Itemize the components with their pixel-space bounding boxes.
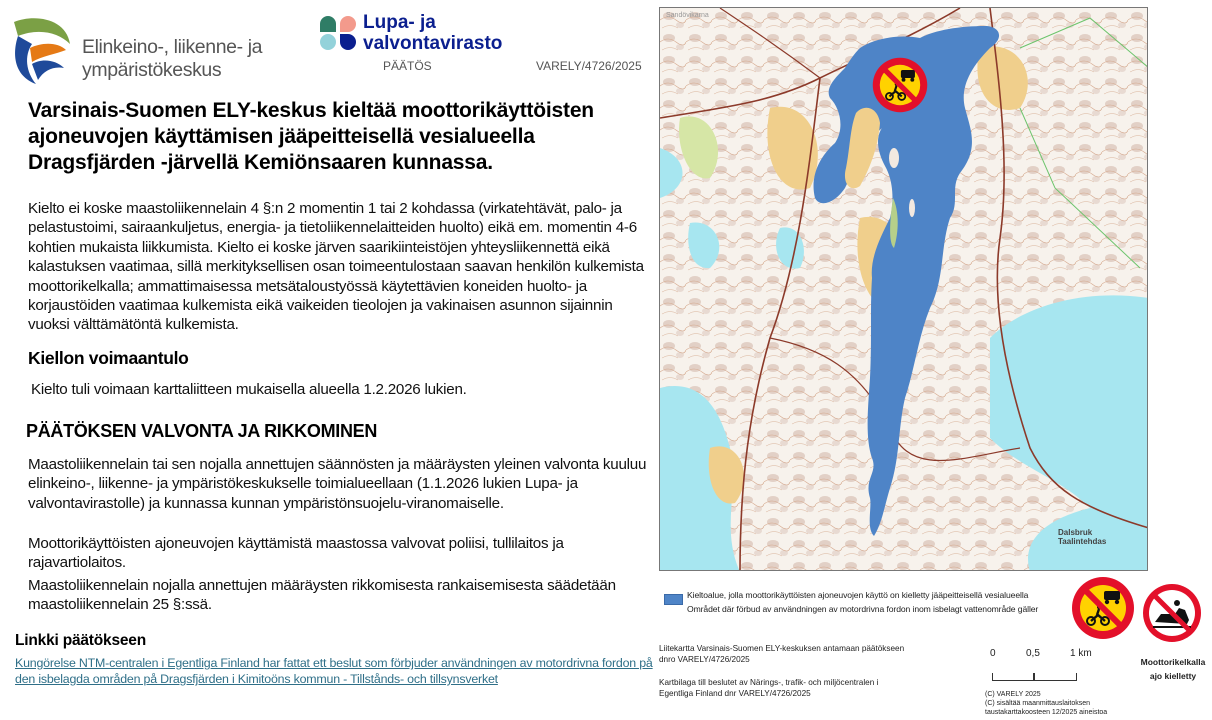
scale-bar xyxy=(990,648,1095,684)
map-caption-sv xyxy=(659,677,949,699)
ely-name-line1: Elinkeino-, liikenne- ja xyxy=(82,36,263,58)
scale-label: 0,5 xyxy=(1026,648,1040,659)
map-corner-label: Sandövikarna xyxy=(666,12,709,19)
caption-sv-line2: Egentliga Finland dnr VARELY/4726/2025 xyxy=(659,689,811,698)
caption-fi-line1: Liitekartta Varsinais-Suomen ELY-keskuksen antamaan päätökseen xyxy=(659,644,905,653)
no-snowmobile-sign-icon xyxy=(1141,582,1203,644)
map-copyright xyxy=(985,690,1107,717)
lvv-name-line2: valvontavirasto xyxy=(363,33,503,54)
place-label-dalsbruk xyxy=(1058,528,1106,546)
exemptions-paragraph: Kielto ei koske maastoliikennelain 4 §:n 2 momentin 1 tai 2 kohdassa (virkatehtävät, palo- ja pelastustoimi, sairaankuljetus, energia- ja tietoliikennelaitteiden huolto) eikä em. momentin 4-6 kohtien mukaista liikkumista. Kielto ei koske järven saarikiinteistöjen yhteysliikennettä eikä kalastuksen vaatimaa, sillä merkityksellisen osan toimeentulostaan saavan henkilön kulkemista moottorikelkalla; ammattimaisessa metsätaloustyössä käytettävien koneiden huolto- ja korjaustöiden vaatimaa kulkemista eikä vaikeiden tieolojen ja vakinaisen asunnon sijainnin vuoksi välttämätöntä kulkemista. xyxy=(28,200,644,334)
ely-organization-name xyxy=(82,36,262,82)
copyright-line2: (C) sisältää maanmittauslaitoksen xyxy=(985,700,1091,707)
ely-logo-icon xyxy=(8,14,72,86)
decision-link[interactable]: Kungörelse NTM-centralen i Egentliga Finland har fattat ett beslut som förbjuder användningen av motordrivna fordon på den isbelagda områden på Dragsfjärden i Kimitoöns kommun - Tillstånds- och tillsynsverket xyxy=(15,656,653,686)
document-reference: VARELY/4726/2025 xyxy=(536,59,642,73)
effect-heading: Kiellon voimaantulo xyxy=(28,348,189,368)
no-motor-vehicles-sign-icon xyxy=(1070,575,1136,641)
caption-fi-line2: dnro VARELY/4726/2025 xyxy=(659,655,750,664)
enforcement-paragraph: Moottorikäyttöisten ajoneuvojen käyttämistä maastossa valvovat poliisi, tullilaitos ja rajavartiolaitos. xyxy=(28,535,564,572)
enforcement-paragraph: Maastoliikennelain tai sen nojalla annettujen säännösten ja määräysten yleinen valvonta kuuluu elinkeino-, liikenne- ja ympäristökeskukselle toimialueellaan (1.1.2026 lukien Lupa- ja valvontavirastolle) ja kunnassa kunnan ympäristönsuojelu-viranomaiselle. xyxy=(28,456,647,512)
ban-area-map[interactable] xyxy=(659,7,1148,571)
lvv-organization-name xyxy=(363,12,502,54)
place-label-line2: Taalintehdas xyxy=(1058,537,1107,546)
scale-label: 0 xyxy=(990,648,996,659)
copyright-line1: (C) VARELY 2025 xyxy=(985,691,1041,698)
place-label-line1: Dalsbruk xyxy=(1058,528,1093,537)
enforcement-heading: PÄÄTÖKSEN VALVONTA JA RIKKOMINEN xyxy=(26,421,378,441)
lvv-name-line1: Lupa- ja xyxy=(363,12,436,33)
legend-text-fi: Kieltoalue, jolla moottorikäyttöisten ajoneuvojen käyttö on kielletty jääpeitteisellä vesialueella xyxy=(687,590,1029,600)
snowmobile-caption-line2: ajo kielletty xyxy=(1149,671,1197,681)
effect-paragraph: Kielto tuli voimaan karttaliitteen mukaisella alueella 1.2.2026 lukien. xyxy=(31,381,467,398)
scale-midtick xyxy=(1033,673,1035,681)
snowmobile-caption-line1: Moottorikelkalla xyxy=(1140,657,1206,667)
ely-name-line2: ympäristökeskus xyxy=(82,59,222,81)
no-motor-vehicles-sign-icon xyxy=(871,56,929,114)
caption-sv-line1: Kartbilaga till beslutet av Närings-, trafik- och miljöcentralen i xyxy=(659,678,879,687)
snowmobile-sign-caption xyxy=(1135,655,1211,683)
legend-text-sv: Området där förbud av användningen av motordrivna fordon inom isbelagt vattenområde gäller xyxy=(687,604,1039,614)
scale-label: 1 km xyxy=(1070,648,1092,659)
document-type: PÄÄTÖS xyxy=(383,59,432,73)
enforcement-paragraph: Maastoliikennelain nojalla annettujen määräysten rikkomisesta rankaisemisesta säädetään maastoliikennelain 25 §:ssä. xyxy=(28,577,616,614)
map-caption-fi xyxy=(659,643,949,665)
lvv-logo-icon xyxy=(318,14,358,52)
copyright-line3: taustakarttakoosteen 12/2025 aineistoa xyxy=(985,709,1108,716)
page-title: Varsinais-Suomen ELY-keskus kieltää moottorikäyttöisten ajoneuvojen käyttämisen jääpeitteisellä vesialueella Dragsfjärden -järvellä Kemiönsaaren kunnassa. xyxy=(28,99,594,174)
legend-swatch-ban-area xyxy=(664,594,683,605)
scale-line xyxy=(992,673,1077,681)
link-heading: Linkki päätökseen xyxy=(15,632,146,649)
